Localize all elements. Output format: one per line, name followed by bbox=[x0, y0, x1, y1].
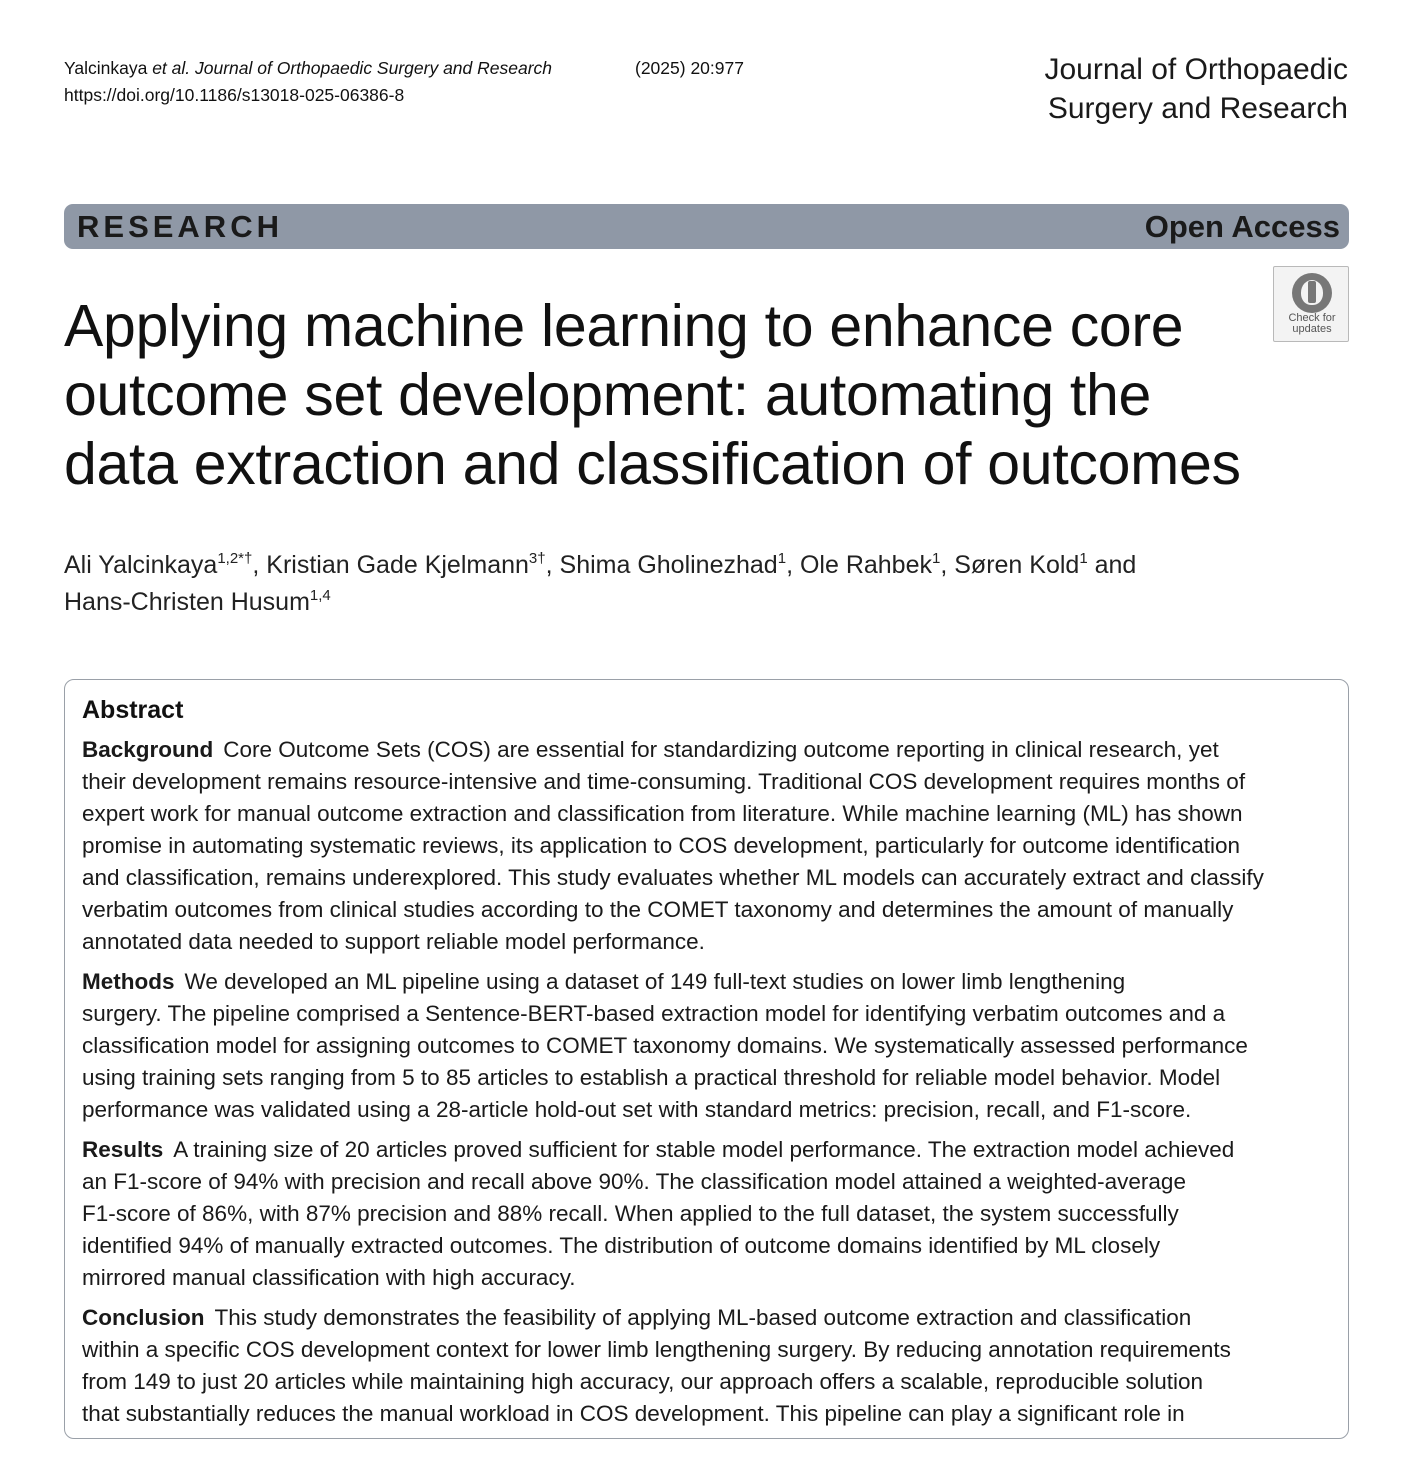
abstract-line: expert work for manual outcome extraction and classification from literature. While machine learning (ML) has shown bbox=[82, 801, 1243, 826]
abstract-text: A training size of 20 articles proved sufficient for stable model performance. The extraction model achieved bbox=[173, 1137, 1235, 1162]
abstract-results bbox=[82, 1134, 1337, 1294]
author-name[interactable]: Hans-Christen Husum bbox=[64, 588, 310, 616]
abstract-line: within a specific COS development context for lower limb lengthening surgery. By reducing annotation requirements bbox=[82, 1337, 1231, 1362]
author-separator: , bbox=[786, 551, 800, 579]
section-label-conclusion: Conclusion bbox=[82, 1305, 205, 1330]
journal-name-line-1: Journal of Orthopaedic bbox=[1044, 53, 1348, 86]
abstract-line: promise in automating systematic reviews, its application to COS development, particularly for outcome identification bbox=[82, 833, 1241, 858]
title-line: data extraction and classification of outcomes bbox=[64, 431, 1241, 497]
author-name[interactable]: Søren Kold bbox=[954, 551, 1080, 579]
abstract-line: mirrored manual classification with high accuracy. bbox=[82, 1265, 576, 1290]
abstract-box bbox=[64, 679, 1349, 1439]
abstract-text: This study demonstrates the feasibility of applying ML-based outcome extraction and classification bbox=[214, 1305, 1192, 1330]
abstract-line bbox=[82, 734, 1337, 766]
section-label-background: Background bbox=[82, 737, 214, 762]
abstract-line: their development remains resource-intensive and time-consuming. Traditional COS development requires months of bbox=[82, 769, 1246, 794]
abstract-line bbox=[82, 1302, 1337, 1334]
author-affiliation: 1 bbox=[777, 550, 787, 567]
author-list bbox=[64, 547, 1244, 621]
author-separator: , bbox=[940, 551, 955, 579]
journal-name bbox=[928, 50, 1348, 128]
author-affiliation: 3† bbox=[528, 550, 546, 567]
abstract-text: We developed an ML pipeline using a dataset of 149 full-text studies on lower limb lengthening bbox=[184, 969, 1126, 994]
abstract-line: that substantially reduces the manual workload in COS development. This pipeline can play a significant role in bbox=[82, 1401, 1185, 1426]
crossmark-icon bbox=[1292, 273, 1332, 313]
citation-etal: et al. bbox=[152, 58, 191, 78]
running-header bbox=[64, 55, 744, 109]
author-affiliation: 1 bbox=[932, 550, 941, 567]
author-name[interactable]: Ali Yalcinkaya bbox=[64, 551, 218, 579]
author-separator: , bbox=[252, 551, 267, 579]
badge-text-line-2: updates bbox=[1292, 323, 1332, 335]
article-type-banner bbox=[64, 204, 1349, 249]
citation-journal: Journal of Orthopaedic Surgery and Research bbox=[190, 58, 553, 78]
badge-text-line-1: Check for bbox=[1288, 312, 1336, 324]
abstract-line: F1-score of 86%, with 87% precision and 88% recall. When applied to the full dataset, the system successfully bbox=[82, 1201, 1179, 1226]
abstract-line: using training sets ranging from 5 to 85 articles to establish a practical threshold for reliable model behavior. Model bbox=[82, 1065, 1221, 1090]
abstract-line bbox=[82, 966, 1337, 998]
author-affiliation: 1 bbox=[1079, 550, 1088, 567]
abstract-line: classification model for assigning outcomes to COMET taxonomy domains. We systematically assessed performance bbox=[82, 1033, 1248, 1058]
abstract-text: Core Outcome Sets (COS) are essential for standardizing outcome reporting in clinical research, yet bbox=[223, 737, 1219, 762]
abstract-line: surgery. The pipeline comprised a Sentence-BERT-based extraction model for identifying verbatim outcomes and a bbox=[82, 1001, 1226, 1026]
citation-line bbox=[64, 55, 744, 82]
abstract-line: performance was validated using a 28-article hold-out set with standard metrics: precision, recall, and F1-score. bbox=[82, 1097, 1192, 1122]
abstract-heading: Abstract bbox=[82, 696, 184, 724]
abstract-line bbox=[82, 1134, 1337, 1166]
open-access-label: Open Access bbox=[1144, 209, 1340, 244]
abstract-methods bbox=[82, 966, 1337, 1126]
abstract-background bbox=[82, 734, 1337, 958]
section-label-results: Results bbox=[82, 1137, 164, 1162]
abstract-line: and classification, remains underexplored. This study evaluates whether ML models can accurately extract and classify bbox=[82, 865, 1264, 890]
title-line: Applying machine learning to enhance core bbox=[64, 293, 1184, 359]
section-label-methods: Methods bbox=[82, 969, 175, 994]
journal-name-line-2: Surgery and Research bbox=[1047, 92, 1348, 125]
author-name[interactable]: Kristian Gade Kjelmann bbox=[266, 551, 529, 579]
author-affiliation: 1,2*† bbox=[217, 550, 253, 567]
abstract-conclusion bbox=[82, 1302, 1337, 1430]
check-for-updates-label bbox=[1274, 313, 1350, 335]
abstract-line: annotated data needed to support reliable model performance. bbox=[82, 929, 705, 954]
article-title bbox=[64, 292, 1264, 499]
author-name[interactable]: Shima Gholinezhad bbox=[559, 551, 778, 579]
author-and: and bbox=[1087, 551, 1137, 579]
article-type-label: RESEARCH bbox=[77, 209, 283, 244]
abstract-line: an F1-score of 94% with precision and recall above 90%. The classification model attained a weighted-average bbox=[82, 1169, 1186, 1194]
check-for-updates-badge[interactable] bbox=[1273, 266, 1349, 342]
author-separator: , bbox=[545, 551, 560, 579]
doi-link[interactable]: https://doi.org/10.1186/s13018-025-06386-8 bbox=[64, 85, 405, 105]
author-affiliation: 1,4 bbox=[309, 587, 331, 604]
author-name[interactable]: Ole Rahbek bbox=[799, 551, 932, 579]
citation-authors: Yalcinkaya bbox=[64, 58, 153, 78]
title-line: outcome set development: automating the bbox=[64, 362, 1152, 428]
abstract-line: verbatim outcomes from clinical studies according to the COMET taxonomy and determines the amount of manually bbox=[82, 897, 1234, 922]
abstract-line: identified 94% of manually extracted outcomes. The distribution of outcome domains identified by ML closely bbox=[82, 1233, 1161, 1258]
abstract-line: from 149 to just 20 articles while maintaining high accuracy, our approach offers a scalable, reproducible solution bbox=[82, 1369, 1204, 1394]
citation-year-volume: (2025) 20:977 bbox=[635, 58, 744, 78]
